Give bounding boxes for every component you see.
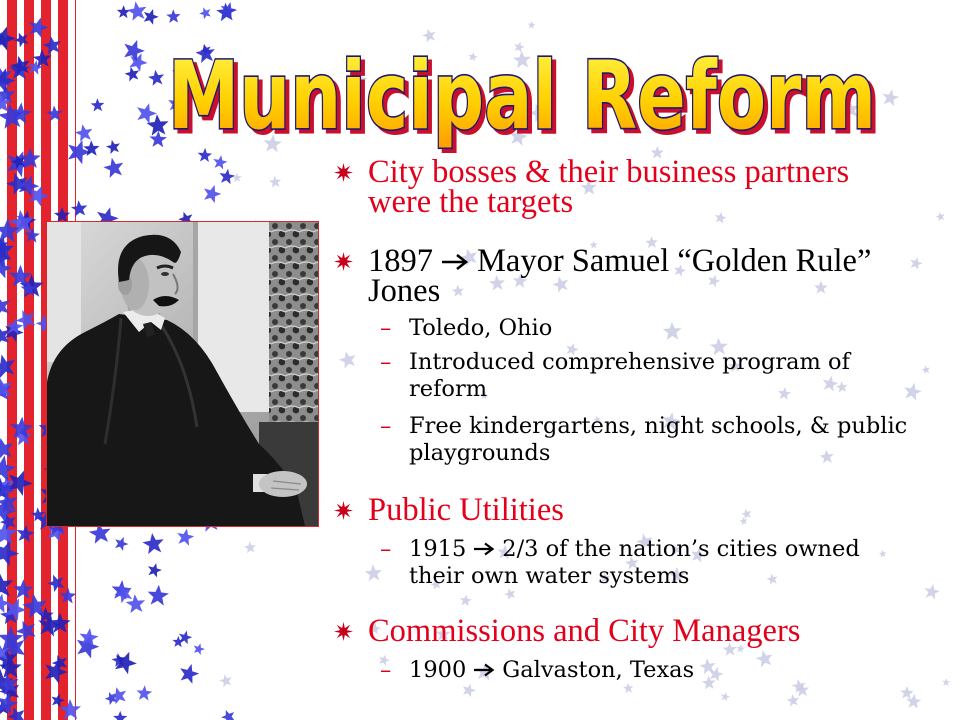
decorative-star [623,683,633,693]
decorative-star [17,525,35,543]
decorative-star [232,173,242,182]
decorative-star [700,658,716,674]
eight-point-star-icon [334,163,353,182]
decorative-star [244,541,256,553]
decorative-star [60,699,82,720]
decorative-star [0,438,13,460]
decorative-star [721,692,730,701]
decorative-star [103,158,123,178]
bullet-item [368,243,872,309]
decorative-star [75,124,93,142]
right-arrow-icon [441,253,469,271]
subbullet-text: Toledo, Ohio [409,315,553,341]
decorative-star [117,5,131,18]
decorative-star [220,169,236,185]
bullet-text: Mayor Samuel “Golden Rule” Jones [368,243,872,309]
bullet-year: 1897 [368,243,433,279]
eight-point-star-icon [334,501,353,520]
bullet-text: City bosses & their business partners were the targets [368,154,850,220]
eight-point-star-icon [334,622,353,641]
decorative-star [60,587,77,603]
subbullet-text: Free kindergartens, night schools, & public playgrounds [409,413,908,466]
subbullet-item [409,349,850,403]
subbullet-dash: – [380,536,392,562]
decorative-star [106,140,120,154]
decorative-star [47,575,64,592]
subbullet-text: Galvaston, Texas [502,657,695,683]
subbullet-dash: – [380,315,392,341]
bullet-text: Commissions and City Managers [368,613,801,649]
decorative-star [463,684,476,698]
decorative-star [942,678,950,686]
decorative-star [741,509,751,519]
subbullet-dash: – [380,413,392,439]
decorative-star [663,322,682,340]
decorative-star [269,176,281,188]
decorative-star [43,36,62,55]
eight-point-star-icon [334,252,353,271]
decorative-star [339,351,356,368]
decorative-star [166,9,180,23]
bullet-item [368,492,564,528]
decorative-star [221,710,235,720]
decorative-star [142,533,163,554]
decorative-star [46,105,62,121]
decorative-star [144,9,159,25]
subbullet-item [409,315,552,342]
decorative-star [740,517,748,525]
subbullet-item [409,536,860,590]
slide-title-text: Municipal Reform [168,42,876,151]
decorative-star [936,212,945,221]
bullet-item [368,613,801,649]
subbullet-dash: – [380,349,392,375]
decorative-star [137,685,153,700]
decorative-star [0,296,10,317]
decorative-star [365,564,382,581]
bullet-item [368,154,850,220]
slide-title-shadow: Municipal Reform [172,46,880,155]
decorative-star [29,18,49,38]
subbullet-year: 1900 [409,657,467,683]
decorative-star [460,595,472,607]
decorative-star [922,365,931,374]
decorative-star [904,383,921,401]
decorative-star [113,711,127,720]
decorative-star [13,579,33,599]
decorative-star [204,185,221,203]
decorative-star [115,537,129,551]
right-arrow-icon [473,542,495,556]
subbullet-text: Introduced comprehensive program of reform [409,349,850,402]
decorative-star [148,563,162,577]
decorative-star [71,200,87,216]
decorative-star [194,643,205,655]
subbullet-item [409,413,907,467]
decorative-star [787,694,799,706]
decorative-star [879,550,887,558]
decorative-star [925,584,940,599]
decorative-star [900,686,913,699]
bullet-text: Public Utilities [368,492,564,528]
subbullet-text: 2/3 of the nation’s cities owned their own water systems [409,536,860,589]
decorative-star [180,664,199,684]
portrait-photo [46,221,319,527]
subbullet-item [409,657,694,684]
decorative-star [0,26,16,50]
decorative-star [422,29,435,43]
decorative-star [504,588,515,600]
decorative-star [148,585,169,606]
decorative-star [137,103,157,124]
decorative-star [22,594,47,619]
decorative-star [910,257,922,270]
decorative-star [127,1,146,20]
subbullet-dash: – [380,657,392,683]
decorative-star [528,21,536,29]
decorative-star [14,33,28,48]
portrait-image [47,222,318,526]
decorative-star [756,650,773,667]
decorative-star [125,67,140,82]
decorative-star [219,674,232,687]
decorative-star [0,355,15,379]
slide-title [158,42,893,164]
subbullet-year: 1915 [409,536,467,562]
decorative-star [0,540,19,566]
right-arrow-icon [473,663,495,677]
decorative-star [177,529,194,546]
decorative-star [91,98,105,111]
decorative-star [52,694,66,708]
decorative-star [124,40,145,62]
decorative-star [199,7,211,19]
